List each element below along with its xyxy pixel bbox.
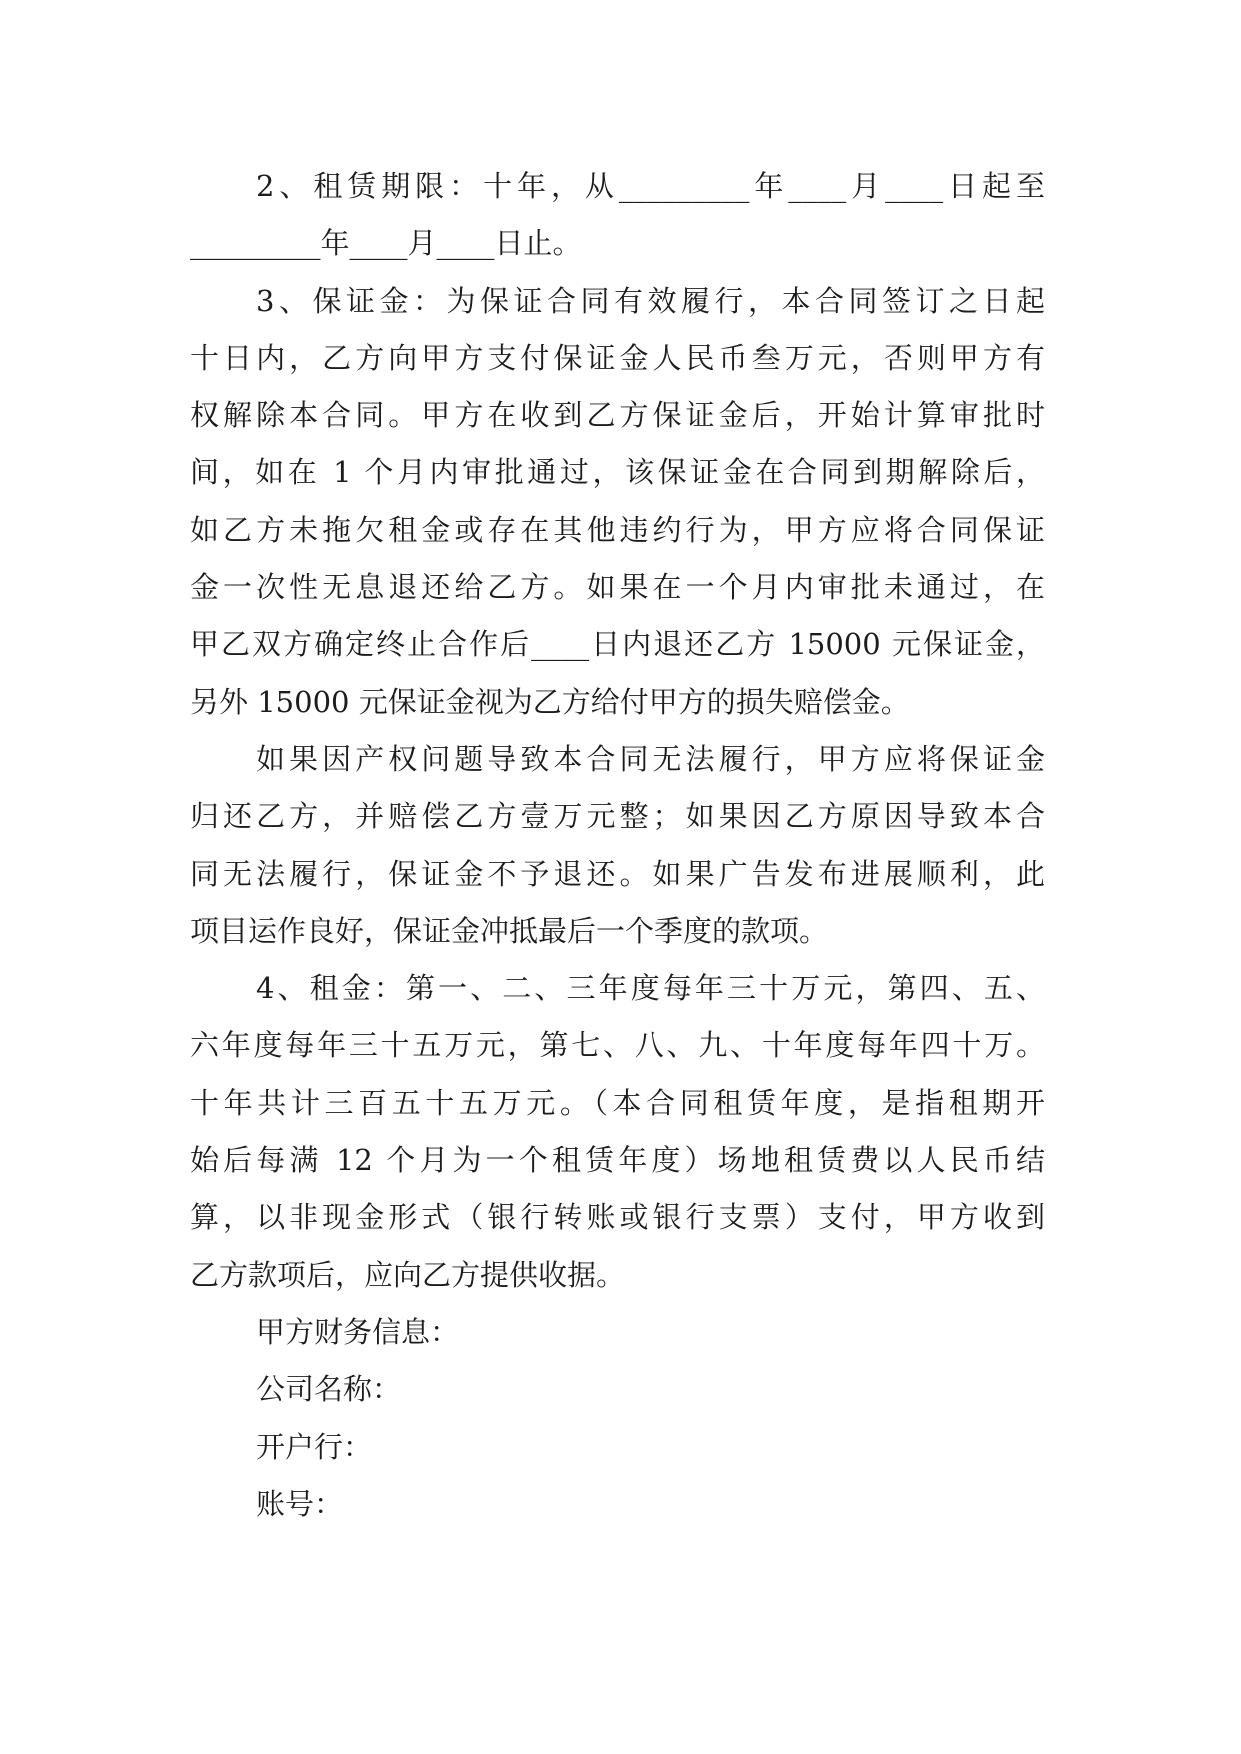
text-line: 开户行： [256,1429,373,1464]
text-line: 4、租金：第一、二、三年度每年三十万元，第四、五、 [256,971,1045,1006]
document-body [190,158,1045,1533]
text-line: 另外 15000 元保证金视为乙方给付甲方的损失赔偿金。 [190,684,910,719]
text-line: 算，以非现金形式（银行转账或银行支票）支付，甲方收到 [190,1200,1045,1235]
text-line: 如果因产权问题导致本合同无法履行，甲方应将保证金 [256,741,1045,776]
text-line: 十日内，乙方向甲方支付保证金人民币叁万元，否则甲方有 [190,340,1045,375]
text-line: 如乙方未拖欠租金或存在其他违约行为，甲方应将合同保证 [190,512,1045,547]
text-line: 归还乙方，并赔偿乙方壹万元整；如果因乙方原因导致本合 [190,799,1045,834]
text-line: 间，如在 1 个月内审批通过，该保证金在合同到期解除后， [190,455,1045,490]
text-line: 甲方财务信息： [256,1314,460,1349]
text-line: 3、保证金：为保证合同有效履行，本合同签订之日起 [256,283,1045,318]
text-line: 同无法履行，保证金不予退还。如果广告发布进展顺利，此 [190,856,1045,891]
text-line: 公司名称： [256,1372,402,1407]
text-line: 甲乙双方确定终止合作后____日内退还乙方 15000 元保证金， [190,627,1045,662]
text-line: 乙方款项后，应向乙方提供收据。 [190,1257,626,1292]
text-line: 权解除本合同。甲方在收到乙方保证金后，开始计算审批时 [190,398,1045,433]
text-line: 十年共计三百五十五万元。（本合同租赁年度，是指租期开 [190,1085,1045,1120]
text-line: 金一次性无息退还给乙方。如果在一个月内审批未通过，在 [190,570,1045,605]
text-line: 账号： [256,1486,344,1521]
text-line: 六年度每年三十五万元，第七、八、九、十年度每年四十万。 [190,1028,1045,1063]
text-line: _________年____月____日止。 [190,226,582,261]
text-line: 始后每满 12 个月为一个租赁年度）场地租赁费以人民币结 [190,1143,1045,1178]
text-line: 2、租赁期限：十年，从_________年____月____日起至 [256,169,1045,203]
text-line: 项目运作良好，保证金冲抵最后一个季度的款项。 [190,913,829,948]
